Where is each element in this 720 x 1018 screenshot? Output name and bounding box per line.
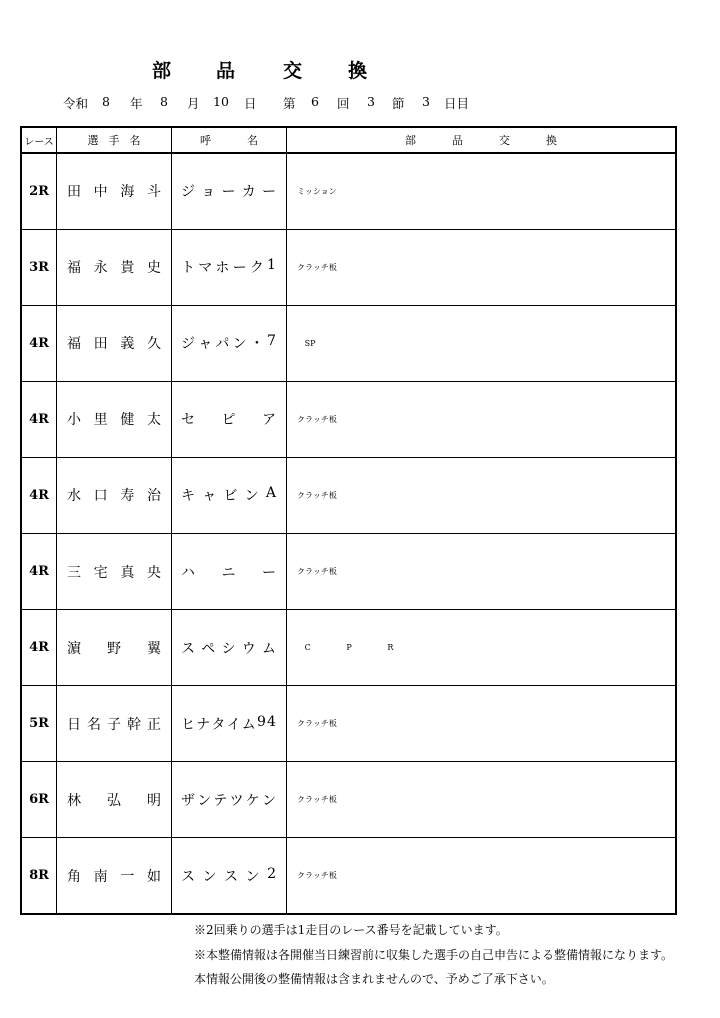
table-header-row: [21, 127, 676, 153]
callname-char: ン: [261, 792, 276, 809]
date-day: 10: [213, 94, 229, 109]
callname: [172, 838, 287, 914]
player-name-char: 田: [93, 336, 108, 353]
race-number: 8R: [21, 838, 57, 914]
player-name-char: 口: [93, 488, 108, 505]
player-name-char: 濵: [67, 640, 81, 657]
callname-char: ・: [249, 336, 264, 353]
race-number: 2R: [21, 153, 57, 229]
callname-char: ン: [202, 868, 217, 885]
header-player: [57, 127, 172, 153]
player-name: [57, 610, 172, 686]
player-name-char: 央: [146, 564, 161, 581]
callname-char: ケ: [245, 792, 260, 809]
date-day-unit: 日: [244, 96, 257, 111]
header-char: 手: [108, 134, 120, 147]
callname-char: マ: [198, 260, 213, 277]
callname-char: ヒ: [181, 716, 195, 733]
player-name-char: 南: [93, 868, 108, 885]
player-name: [57, 686, 172, 762]
callname-char: パ: [215, 336, 230, 353]
player-name-char: 角: [67, 868, 81, 885]
player-name-char: 太: [146, 412, 161, 429]
table-row: [21, 686, 676, 762]
player-name-char: 海: [120, 184, 135, 201]
table-row: [21, 457, 676, 533]
page-title: [150, 56, 390, 80]
title-char: 品: [216, 60, 236, 82]
player-name-char: 治: [146, 488, 161, 505]
title-char: 部: [152, 60, 172, 82]
player-name-char: 林: [67, 792, 81, 809]
callname-char: タ: [211, 716, 226, 733]
header-char: 品: [452, 134, 463, 147]
callname-char: ザ: [181, 792, 195, 809]
table-row: [21, 229, 676, 305]
parts-exchanged: クラッチ板: [287, 533, 677, 609]
player-name-char: 正: [147, 716, 161, 733]
date-setsu-num: 3: [367, 94, 375, 109]
player-name-char: 名: [87, 716, 101, 733]
note-line: ※2回乗りの選手は1走目のレース番号を記載しています。: [194, 923, 508, 937]
callname-char: ウ: [241, 640, 256, 657]
callname-char: ス: [181, 868, 195, 885]
player-name-char: 幹: [127, 716, 141, 733]
date-kai-num: 6: [311, 94, 319, 109]
callname-char: ペ: [201, 640, 216, 657]
table-row: [21, 610, 676, 686]
callname: [172, 153, 287, 229]
date-era: 令和: [63, 96, 89, 111]
date-year-unit: 年: [130, 96, 143, 111]
player-name-char: 斗: [146, 184, 161, 201]
race-number: 4R: [21, 610, 57, 686]
callname-char: A: [265, 485, 276, 502]
player-name-char: 一: [120, 868, 135, 885]
date-dai: 第: [283, 96, 296, 111]
date-setsu-unit: 節: [392, 96, 405, 111]
callname: [172, 229, 287, 305]
note-line: ※本整備情報は各開催当日練習前に収集した選手の自己申告による整備情報になります。: [194, 947, 674, 962]
header-char: 名: [247, 134, 258, 147]
player-name-char: 野: [107, 640, 121, 657]
callname: [172, 457, 287, 533]
player-name-char: 貴: [120, 260, 135, 277]
callname: [172, 610, 287, 686]
callname-char: シ: [221, 640, 236, 657]
callname-char: ツ: [229, 792, 244, 809]
callname-char: ン: [244, 488, 259, 505]
callname-char: ン: [232, 336, 247, 353]
header-race: レース: [21, 127, 57, 153]
callname-char: ハ: [181, 564, 195, 581]
callname-char: ト: [181, 260, 195, 277]
parts-exchanged: クラッチ板: [287, 229, 677, 305]
callname-char: ア: [262, 412, 276, 429]
date-nichime-num: 3: [422, 94, 430, 109]
player-name-char: 史: [146, 260, 161, 277]
player-name: [57, 229, 172, 305]
player-name-char: 如: [146, 868, 161, 885]
callname-char: ン: [245, 868, 260, 885]
callname-char: ー: [221, 184, 236, 201]
callname: [172, 686, 287, 762]
callname: [172, 305, 287, 381]
header-char: 名: [129, 134, 141, 147]
parts-exchanged: ミッション: [287, 153, 677, 229]
header-parts: [287, 127, 677, 153]
race-number: 4R: [21, 305, 57, 381]
player-name-char: 明: [147, 792, 161, 809]
date-year: 8: [102, 94, 110, 109]
parts-exchanged: クラッチ板: [287, 686, 677, 762]
callname-char: ナ: [196, 716, 211, 733]
parts-exchange-table: [20, 126, 677, 915]
player-name-char: 中: [93, 184, 108, 201]
table-row: [21, 305, 676, 381]
player-name-char: 福: [67, 260, 81, 277]
note-line: 本情報公開後の整備情報は含まれませんので、予めご了承下さい。: [194, 972, 554, 986]
race-number: 4R: [21, 381, 57, 457]
date-month-unit: 月: [187, 96, 200, 111]
callname-char: ス: [224, 868, 239, 885]
player-name-char: 里: [93, 412, 108, 429]
date-line: [0, 94, 720, 112]
table-row: [21, 533, 676, 609]
player-name-char: 永: [93, 260, 108, 277]
date-kai-unit: 回: [337, 96, 350, 111]
callname-char: 1: [267, 257, 276, 274]
parts-exchanged: C P R: [287, 610, 677, 686]
callname: [172, 762, 287, 838]
callname-char: ビ: [223, 488, 238, 505]
player-name-char: 真: [120, 564, 135, 581]
callname-char: セ: [181, 412, 195, 429]
title-char: 換: [348, 60, 368, 82]
notes: [194, 918, 673, 992]
player-name-char: 三: [67, 564, 81, 581]
callname-char: ー: [262, 184, 276, 201]
callname-char: カ: [241, 184, 256, 201]
parts-exchanged: クラッチ板: [287, 381, 677, 457]
callname-char: テ: [213, 792, 228, 809]
player-name-char: 水: [67, 488, 81, 505]
callname-char: ホ: [215, 260, 230, 277]
callname-char: 2: [267, 865, 276, 882]
callname-char: キ: [181, 488, 195, 505]
race-number: 6R: [21, 762, 57, 838]
player-name-char: 日: [67, 716, 81, 733]
player-name-char: 子: [107, 716, 121, 733]
callname-char: ピ: [221, 412, 236, 429]
callname-char: ス: [181, 640, 195, 657]
player-name: [57, 153, 172, 229]
table-row: [21, 838, 676, 914]
header-char: 選: [87, 134, 99, 147]
table-row: [21, 762, 676, 838]
callname-char: ョ: [201, 184, 216, 201]
parts-exchanged: クラッチ板: [287, 762, 677, 838]
player-name-char: 田: [67, 184, 81, 201]
callname-char: ャ: [202, 488, 217, 505]
callname-char: ム: [262, 640, 276, 657]
race-number: 4R: [21, 457, 57, 533]
player-name-char: 久: [146, 336, 161, 353]
callname-char: ニ: [221, 564, 236, 581]
race-number: 5R: [21, 686, 57, 762]
title-char: 交: [283, 60, 303, 82]
race-number: 4R: [21, 533, 57, 609]
player-name: [57, 457, 172, 533]
callname-char: ャ: [198, 336, 213, 353]
callname-char: ン: [197, 792, 212, 809]
player-name-char: 義: [120, 336, 135, 353]
player-name: [57, 381, 172, 457]
parts-exchanged: SP: [287, 305, 677, 381]
header-char: 交: [499, 134, 510, 147]
callname-char: ム: [241, 716, 256, 733]
table-row: [21, 153, 676, 229]
callname: [172, 381, 287, 457]
parts-exchanged: クラッチ板: [287, 457, 677, 533]
callname-char: 9: [256, 713, 266, 730]
player-name: [57, 305, 172, 381]
date-nichime-unit: 日目: [444, 96, 470, 111]
callname: [172, 533, 287, 609]
header-callname: [172, 127, 287, 153]
player-name-char: 小: [67, 412, 81, 429]
parts-exchanged: クラッチ板: [287, 838, 677, 914]
player-name-char: 福: [67, 336, 81, 353]
callname-char: イ: [226, 716, 241, 733]
callname-char: 7: [267, 333, 276, 350]
player-name: [57, 762, 172, 838]
player-name-char: 翼: [147, 640, 161, 657]
date-month: 8: [160, 94, 168, 109]
table-row: [21, 381, 676, 457]
callname-char: ー: [232, 260, 247, 277]
player-name: [57, 838, 172, 914]
race-number: 3R: [21, 229, 57, 305]
callname-char: ジ: [181, 336, 195, 353]
player-name-char: 宅: [93, 564, 108, 581]
player-name-char: 弘: [107, 792, 121, 809]
header-char: 換: [546, 134, 557, 147]
callname-char: ク: [249, 260, 264, 277]
player-name-char: 健: [120, 412, 135, 429]
header-char: 呼: [200, 134, 211, 147]
player-name: [57, 533, 172, 609]
callname-char: 4: [267, 713, 276, 730]
callname-char: ジ: [181, 184, 195, 201]
callname-char: ー: [262, 564, 276, 581]
player-name-char: 寿: [120, 488, 135, 505]
header-char: 部: [405, 134, 416, 147]
